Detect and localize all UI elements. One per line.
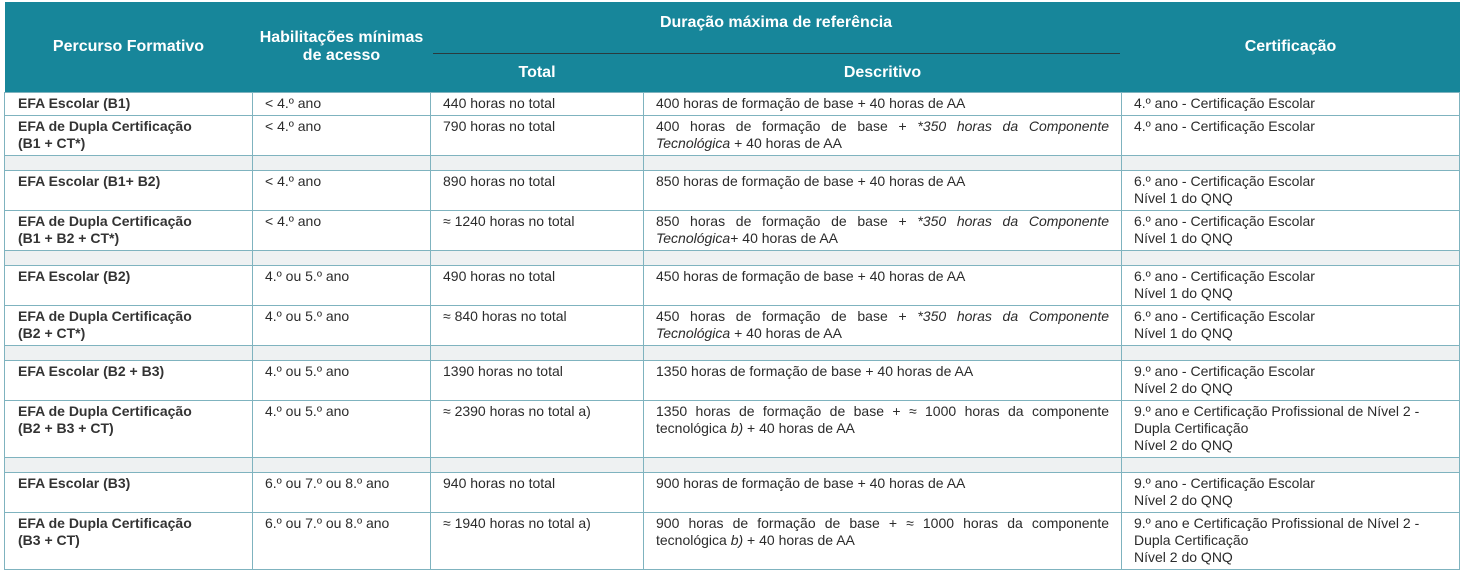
spacer-row (5, 251, 1460, 266)
table-body (5, 93, 1460, 570)
cell-habilitacoes: 6.º ou 7.º ou 8.º ano (253, 513, 431, 570)
spacer-cell (253, 156, 431, 171)
cell-total: ≈ 2390 horas no total a) (431, 401, 644, 458)
cell-descritivo (644, 211, 1122, 251)
cell-total: 940 horas no total (431, 473, 644, 513)
cell-certificacao: 6.º ano - Certificação Escolar Nível 1 do QNQ (1122, 171, 1460, 211)
cell-descritivo (644, 401, 1122, 458)
cell-descritivo (644, 93, 1122, 116)
cell-total: ≈ 1240 horas no total (431, 211, 644, 251)
cell-certificacao: 6.º ano - Certificação Escolar Nível 1 do QNQ (1122, 266, 1460, 306)
spacer-cell (431, 251, 644, 266)
cell-descritivo (644, 361, 1122, 401)
table-header (5, 2, 1460, 93)
spacer-cell (644, 251, 1122, 266)
training-table (4, 2, 1460, 570)
cell-certificacao: 6.º ano - Certificação Escolar Nível 1 do QNQ (1122, 306, 1460, 346)
cell-descritivo (644, 473, 1122, 513)
header-total: Total (431, 54, 644, 93)
table-row (5, 211, 1460, 251)
spacer-cell (5, 251, 253, 266)
header-habilitacoes: Habilitações mínimas de acesso (253, 2, 431, 93)
cell-total: ≈ 1940 horas no total a) (431, 513, 644, 570)
cell-descritivo (644, 171, 1122, 211)
spacer-cell (253, 251, 431, 266)
desc-part: + 40 horas de AA (730, 135, 842, 151)
cell-total: 790 horas no total (431, 116, 644, 156)
desc-part: 850 horas de formação de base + (656, 213, 918, 229)
desc-part: 900 horas de formação de base + ≈ 1000 horas da componente tecnológica (656, 515, 1109, 548)
spacer-cell (1122, 346, 1460, 361)
table-row (5, 116, 1460, 156)
header-percurso: Percurso Formativo (5, 2, 253, 93)
cell-total: 890 horas no total (431, 171, 644, 211)
cell-habilitacoes: 4.º ou 5.º ano (253, 401, 431, 458)
table-row (5, 401, 1460, 458)
cell-certificacao: 9.º ano e Certificação Profissional de Nível 2 - Dupla Certificação Nível 2 do QNQ (1122, 513, 1460, 570)
cell-habilitacoes: < 4.º ano (253, 171, 431, 211)
cell-habilitacoes: 4.º ou 5.º ano (253, 361, 431, 401)
desc-italic-part: b) (730, 420, 744, 436)
desc-part: 450 horas de formação de base + 40 horas de AA (656, 268, 966, 284)
table-row (5, 171, 1460, 211)
desc-italic-part: *350 horas da Componente Tecnológica (656, 118, 1109, 151)
spacer-cell (1122, 251, 1460, 266)
table-row (5, 93, 1460, 116)
cell-descritivo (644, 513, 1122, 570)
desc-part: + 40 horas de AA (730, 230, 839, 246)
spacer-cell (253, 458, 431, 473)
spacer-cell (431, 458, 644, 473)
cell-descritivo (644, 266, 1122, 306)
cell-certificacao: 4.º ano - Certificação Escolar (1122, 93, 1460, 116)
header-certificacao: Certificação (1122, 2, 1460, 93)
spacer-cell (1122, 156, 1460, 171)
cell-habilitacoes: < 4.º ano (253, 116, 431, 156)
spacer-cell (5, 346, 253, 361)
header-descritivo: Descritivo (644, 54, 1122, 93)
header-divider (433, 53, 1120, 54)
cell-percurso: EFA Escolar (B2) (5, 266, 253, 306)
spacer-cell (644, 156, 1122, 171)
desc-italic-part: *350 horas da Componente Tecnológica (656, 308, 1109, 341)
spacer-cell (1122, 458, 1460, 473)
desc-part: 1350 horas de formação de base + 40 horas de AA (656, 363, 974, 379)
spacer-cell (253, 346, 431, 361)
table-row (5, 513, 1460, 570)
cell-percurso: EFA de Dupla Certificação (B3 + CT) (5, 513, 253, 570)
spacer-cell (431, 156, 644, 171)
cell-habilitacoes: < 4.º ano (253, 211, 431, 251)
header-duracao-label: Duração máxima de referência (659, 14, 893, 31)
cell-percurso: EFA Escolar (B1) (5, 93, 253, 116)
cell-percurso: EFA Escolar (B3) (5, 473, 253, 513)
table-row (5, 266, 1460, 306)
spacer-cell (5, 156, 253, 171)
desc-part: 450 horas de formação de base + (656, 308, 918, 324)
cell-percurso: EFA de Dupla Certificação (B1 + B2 + CT*) (5, 211, 253, 251)
cell-percurso: EFA de Dupla Certificação (B2 + CT*) (5, 306, 253, 346)
cell-habilitacoes: 6.º ou 7.º ou 8.º ano (253, 473, 431, 513)
cell-descritivo (644, 116, 1122, 156)
spacer-row (5, 458, 1460, 473)
cell-total: ≈ 840 horas no total (431, 306, 644, 346)
cell-habilitacoes: 4.º ou 5.º ano (253, 266, 431, 306)
spacer-cell (644, 346, 1122, 361)
spacer-cell (5, 458, 253, 473)
desc-italic-part: b) (730, 532, 744, 548)
desc-part: + 40 horas de AA (743, 420, 855, 436)
cell-percurso: EFA Escolar (B1+ B2) (5, 171, 253, 211)
table-row (5, 306, 1460, 346)
cell-certificacao: 9.º ano - Certificação Escolar Nível 2 do QNQ (1122, 473, 1460, 513)
desc-part: + 40 horas de AA (730, 325, 842, 341)
cell-certificacao: 6.º ano - Certificação Escolar Nível 1 do QNQ (1122, 211, 1460, 251)
cell-percurso: EFA de Dupla Certificação (B1 + CT*) (5, 116, 253, 156)
cell-certificacao: 9.º ano e Certificação Profissional de Nível 2 - Dupla Certificação Nível 2 do QNQ (1122, 401, 1460, 458)
desc-part: 1350 horas de formação de base + ≈ 1000 horas da componente tecnológica (656, 403, 1109, 436)
cell-total: 490 horas no total (431, 266, 644, 306)
desc-part: 900 horas de formação de base + 40 horas de AA (656, 475, 966, 491)
cell-percurso: EFA Escolar (B2 + B3) (5, 361, 253, 401)
cell-certificacao: 9.º ano - Certificação Escolar Nível 2 do QNQ (1122, 361, 1460, 401)
spacer-row (5, 156, 1460, 171)
spacer-cell (431, 346, 644, 361)
cell-certificacao: 4.º ano - Certificação Escolar (1122, 116, 1460, 156)
header-duracao (431, 2, 1122, 54)
cell-habilitacoes: < 4.º ano (253, 93, 431, 116)
desc-part: 850 horas de formação de base + 40 horas de AA (656, 173, 966, 189)
desc-part: + 40 horas de AA (743, 532, 855, 548)
spacer-cell (644, 458, 1122, 473)
cell-total: 440 horas no total (431, 93, 644, 116)
cell-percurso: EFA de Dupla Certificação (B2 + B3 + CT) (5, 401, 253, 458)
cell-total: 1390 horas no total (431, 361, 644, 401)
cell-habilitacoes: 4.º ou 5.º ano (253, 306, 431, 346)
spacer-row (5, 346, 1460, 361)
table-row (5, 361, 1460, 401)
cell-descritivo (644, 306, 1122, 346)
desc-part: 400 horas de formação de base + (656, 118, 918, 134)
desc-italic-part: *350 horas da Componente Tecnológica (656, 213, 1109, 246)
desc-part: 400 horas de formação de base + 40 horas de AA (656, 95, 966, 111)
table-row (5, 473, 1460, 513)
training-table-container (4, 2, 1459, 570)
